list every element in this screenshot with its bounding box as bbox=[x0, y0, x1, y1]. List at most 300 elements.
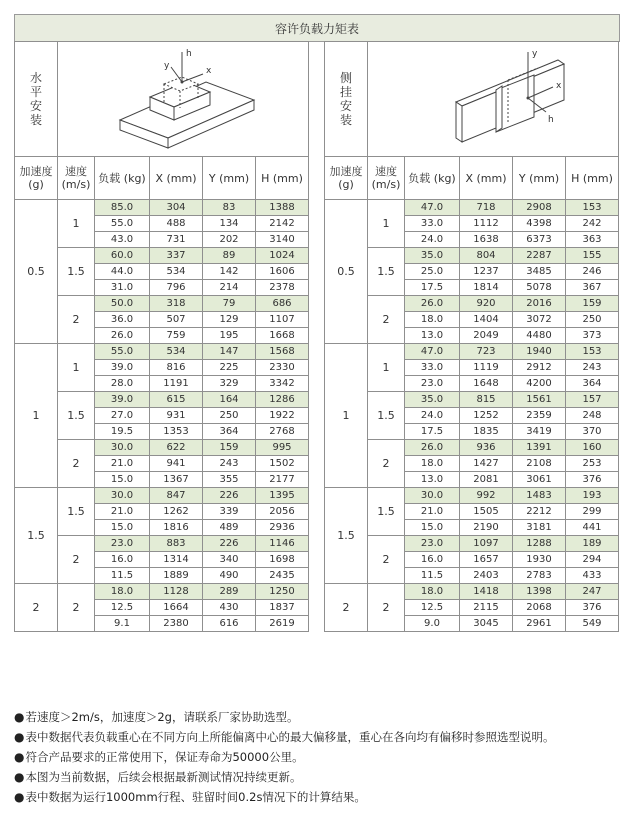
speed-cell: 2 bbox=[368, 296, 405, 344]
table-row bbox=[325, 248, 619, 264]
table-row bbox=[15, 392, 309, 408]
load-cell: 25.0 bbox=[405, 264, 460, 280]
horizontal-mount-panel bbox=[14, 41, 309, 632]
y-cell: 159 bbox=[203, 440, 256, 456]
load-cell: 26.0 bbox=[405, 440, 460, 456]
x-cell: 815 bbox=[460, 392, 513, 408]
note-text: 符合产品要求的正常使用下，保证寿命为50000公里。 bbox=[25, 750, 304, 764]
y-cell: 2912 bbox=[513, 360, 566, 376]
speed-cell: 2 bbox=[58, 440, 95, 488]
note-item bbox=[14, 747, 634, 767]
x-cell: 1119 bbox=[460, 360, 513, 376]
x-cell: 723 bbox=[460, 344, 513, 360]
y-cell: 489 bbox=[203, 520, 256, 536]
load-cell: 30.0 bbox=[405, 488, 460, 504]
load-cell: 55.0 bbox=[95, 216, 150, 232]
y-cell: 3485 bbox=[513, 264, 566, 280]
x-cell: 1638 bbox=[460, 232, 513, 248]
accel-cell: 1.5 bbox=[15, 488, 58, 584]
x-cell: 2190 bbox=[460, 520, 513, 536]
header-accel bbox=[325, 157, 368, 200]
notes-list bbox=[14, 707, 634, 807]
y-cell: 1483 bbox=[513, 488, 566, 504]
load-cell: 24.0 bbox=[405, 232, 460, 248]
x-cell: 1889 bbox=[150, 568, 203, 584]
header-speed bbox=[368, 157, 405, 200]
header-accel-text: (g) bbox=[28, 178, 44, 191]
header-y-text: Y (mm) bbox=[518, 171, 560, 185]
y-cell: 1398 bbox=[513, 584, 566, 600]
y-cell: 1561 bbox=[513, 392, 566, 408]
note-item bbox=[14, 727, 634, 747]
header-speed-text: 速度 bbox=[65, 165, 87, 178]
load-cell: 47.0 bbox=[405, 344, 460, 360]
h-cell: 1388 bbox=[256, 200, 309, 216]
mount-diagram-cell bbox=[58, 42, 309, 157]
speed-cell: 1.5 bbox=[368, 392, 405, 440]
mount-diagram-cell bbox=[368, 42, 619, 157]
y-cell: 214 bbox=[203, 280, 256, 296]
header-x-text: X (mm) bbox=[465, 171, 507, 185]
y-cell: 1391 bbox=[513, 440, 566, 456]
table-row bbox=[15, 440, 309, 456]
x-cell: 796 bbox=[150, 280, 203, 296]
load-cell: 21.0 bbox=[95, 504, 150, 520]
h-cell: 686 bbox=[256, 296, 309, 312]
y-cell: 3061 bbox=[513, 472, 566, 488]
speed-cell: 2 bbox=[58, 584, 95, 632]
x-cell: 2115 bbox=[460, 600, 513, 616]
load-cell: 30.0 bbox=[95, 440, 150, 456]
x-cell: 488 bbox=[150, 216, 203, 232]
table-row bbox=[325, 584, 619, 600]
y-cell: 243 bbox=[203, 456, 256, 472]
load-cell: 11.5 bbox=[405, 568, 460, 584]
load-cell: 33.0 bbox=[405, 216, 460, 232]
y-cell: 164 bbox=[203, 392, 256, 408]
bullet-icon: ● bbox=[14, 730, 25, 744]
load-cell: 15.0 bbox=[405, 520, 460, 536]
load-cell: 18.0 bbox=[95, 584, 150, 600]
y-cell: 3419 bbox=[513, 424, 566, 440]
load-cell: 18.0 bbox=[405, 584, 460, 600]
x-cell: 2380 bbox=[150, 616, 203, 632]
load-cell: 85.0 bbox=[95, 200, 150, 216]
note-item bbox=[14, 767, 634, 787]
h-cell: 1837 bbox=[256, 600, 309, 616]
header-y bbox=[513, 157, 566, 200]
h-cell: 2177 bbox=[256, 472, 309, 488]
accel-cell: 0.5 bbox=[15, 200, 58, 344]
y-cell: 4200 bbox=[513, 376, 566, 392]
load-cell: 15.0 bbox=[95, 472, 150, 488]
h-cell: 243 bbox=[566, 360, 619, 376]
h-cell: 2378 bbox=[256, 280, 309, 296]
h-cell: 1698 bbox=[256, 552, 309, 568]
h-cell: 248 bbox=[566, 408, 619, 424]
accel-cell: 2 bbox=[15, 584, 58, 632]
accel-cell: 1.5 bbox=[325, 488, 368, 584]
bullet-icon: ● bbox=[14, 750, 25, 764]
note-text: 表中数据为运行1000mm行程、驻留时间0.2s情况下的计算结果。 bbox=[25, 790, 366, 804]
header-load bbox=[405, 157, 460, 200]
header-speed-text: 速度 bbox=[375, 165, 397, 178]
h-cell: 376 bbox=[566, 600, 619, 616]
h-cell: 1922 bbox=[256, 408, 309, 424]
h-cell: 2330 bbox=[256, 360, 309, 376]
x-cell: 304 bbox=[150, 200, 203, 216]
y-cell: 355 bbox=[203, 472, 256, 488]
mount-label: 侧挂安装 bbox=[339, 71, 352, 127]
header-x bbox=[150, 157, 203, 200]
accel-cell: 2 bbox=[325, 584, 368, 632]
accel-cell: 1 bbox=[15, 344, 58, 488]
h-cell: 1668 bbox=[256, 328, 309, 344]
x-cell: 1191 bbox=[150, 376, 203, 392]
x-cell: 992 bbox=[460, 488, 513, 504]
table-row bbox=[325, 344, 619, 360]
x-cell: 1657 bbox=[460, 552, 513, 568]
header-load-text: 负载 (kg) bbox=[408, 171, 456, 185]
h-cell: 1250 bbox=[256, 584, 309, 600]
h-cell: 294 bbox=[566, 552, 619, 568]
header-speed-text: (m/s) bbox=[61, 178, 91, 191]
y-cell: 89 bbox=[203, 248, 256, 264]
x-cell: 3045 bbox=[460, 616, 513, 632]
x-cell: 1237 bbox=[460, 264, 513, 280]
load-cell: 50.0 bbox=[95, 296, 150, 312]
table-title: 容许负载力矩表 bbox=[14, 14, 620, 42]
y-cell: 226 bbox=[203, 536, 256, 552]
load-cell: 15.0 bbox=[95, 520, 150, 536]
mount-label-cell bbox=[15, 42, 58, 157]
load-cell: 55.0 bbox=[95, 344, 150, 360]
h-cell: 153 bbox=[566, 200, 619, 216]
x-cell: 1353 bbox=[150, 424, 203, 440]
load-cell: 39.0 bbox=[95, 360, 150, 376]
load-cell: 11.5 bbox=[95, 568, 150, 584]
load-cell: 24.0 bbox=[405, 408, 460, 424]
x-cell: 1816 bbox=[150, 520, 203, 536]
h-cell: 1286 bbox=[256, 392, 309, 408]
x-cell: 804 bbox=[460, 248, 513, 264]
table-row bbox=[15, 584, 309, 600]
h-cell: 1146 bbox=[256, 536, 309, 552]
x-cell: 318 bbox=[150, 296, 203, 312]
load-cell: 9.1 bbox=[95, 616, 150, 632]
x-cell: 1505 bbox=[460, 504, 513, 520]
x-cell: 731 bbox=[150, 232, 203, 248]
table-row bbox=[325, 392, 619, 408]
y-cell: 2908 bbox=[513, 200, 566, 216]
axis-y-label: y bbox=[164, 61, 170, 71]
note-text: 本图为当前数据，后续会根据最新测试情况持续更新。 bbox=[25, 770, 302, 784]
h-cell: 155 bbox=[566, 248, 619, 264]
load-cell: 12.5 bbox=[95, 600, 150, 616]
x-cell: 847 bbox=[150, 488, 203, 504]
load-cell: 13.0 bbox=[405, 472, 460, 488]
h-cell: 433 bbox=[566, 568, 619, 584]
bullet-icon: ● bbox=[14, 790, 25, 804]
x-cell: 534 bbox=[150, 344, 203, 360]
y-cell: 6373 bbox=[513, 232, 566, 248]
accel-cell: 0.5 bbox=[325, 200, 368, 344]
header-h-text: H (mm) bbox=[571, 171, 613, 185]
x-cell: 718 bbox=[460, 200, 513, 216]
speed-cell: 2 bbox=[58, 296, 95, 344]
h-cell: 246 bbox=[566, 264, 619, 280]
y-cell: 4398 bbox=[513, 216, 566, 232]
h-cell: 2056 bbox=[256, 504, 309, 520]
x-cell: 883 bbox=[150, 536, 203, 552]
speed-cell: 1 bbox=[368, 200, 405, 248]
h-cell: 3342 bbox=[256, 376, 309, 392]
x-cell: 337 bbox=[150, 248, 203, 264]
h-cell: 299 bbox=[566, 504, 619, 520]
h-cell: 1395 bbox=[256, 488, 309, 504]
speed-cell: 1.5 bbox=[58, 248, 95, 296]
y-cell: 3181 bbox=[513, 520, 566, 536]
load-cell: 21.0 bbox=[95, 456, 150, 472]
x-cell: 1418 bbox=[460, 584, 513, 600]
y-cell: 1940 bbox=[513, 344, 566, 360]
h-cell: 1107 bbox=[256, 312, 309, 328]
table-row bbox=[15, 200, 309, 216]
y-cell: 616 bbox=[203, 616, 256, 632]
speed-cell: 1.5 bbox=[368, 248, 405, 296]
table-row bbox=[325, 296, 619, 312]
x-cell: 507 bbox=[150, 312, 203, 328]
note-item bbox=[14, 707, 634, 727]
x-cell: 1128 bbox=[150, 584, 203, 600]
side-mount-diagram bbox=[368, 42, 618, 152]
load-cell: 60.0 bbox=[95, 248, 150, 264]
y-cell: 202 bbox=[203, 232, 256, 248]
load-cell: 31.0 bbox=[95, 280, 150, 296]
load-cell: 43.0 bbox=[95, 232, 150, 248]
axis-h-label: h bbox=[186, 49, 192, 59]
bullet-icon: ● bbox=[14, 710, 25, 724]
h-cell: 376 bbox=[566, 472, 619, 488]
y-cell: 340 bbox=[203, 552, 256, 568]
table-row bbox=[15, 488, 309, 504]
header-y-text: Y (mm) bbox=[208, 171, 250, 185]
load-cell: 44.0 bbox=[95, 264, 150, 280]
speed-cell: 2 bbox=[368, 440, 405, 488]
h-cell: 242 bbox=[566, 216, 619, 232]
speed-cell: 2 bbox=[58, 536, 95, 584]
y-cell: 129 bbox=[203, 312, 256, 328]
h-cell: 1568 bbox=[256, 344, 309, 360]
y-cell: 1930 bbox=[513, 552, 566, 568]
load-cell: 21.0 bbox=[405, 504, 460, 520]
table-row bbox=[15, 536, 309, 552]
y-cell: 2016 bbox=[513, 296, 566, 312]
axis-h-label: h bbox=[548, 115, 554, 125]
x-cell: 941 bbox=[150, 456, 203, 472]
h-cell: 363 bbox=[566, 232, 619, 248]
h-cell: 2619 bbox=[256, 616, 309, 632]
load-cell: 17.5 bbox=[405, 424, 460, 440]
h-cell: 1606 bbox=[256, 264, 309, 280]
y-cell: 2068 bbox=[513, 600, 566, 616]
h-cell: 2936 bbox=[256, 520, 309, 536]
x-cell: 816 bbox=[150, 360, 203, 376]
speed-cell: 2 bbox=[368, 536, 405, 584]
accel-cell: 1 bbox=[325, 344, 368, 488]
y-cell: 289 bbox=[203, 584, 256, 600]
speed-cell: 1 bbox=[58, 200, 95, 248]
x-cell: 2081 bbox=[460, 472, 513, 488]
header-accel-text: (g) bbox=[338, 178, 354, 191]
load-cell: 13.0 bbox=[405, 328, 460, 344]
load-cell: 16.0 bbox=[405, 552, 460, 568]
header-load-text: 负载 (kg) bbox=[98, 171, 146, 185]
x-cell: 1314 bbox=[150, 552, 203, 568]
y-cell: 134 bbox=[203, 216, 256, 232]
x-cell: 534 bbox=[150, 264, 203, 280]
table-row bbox=[325, 440, 619, 456]
load-cell: 35.0 bbox=[405, 248, 460, 264]
h-cell: 367 bbox=[566, 280, 619, 296]
h-cell: 549 bbox=[566, 616, 619, 632]
load-cell: 23.0 bbox=[405, 376, 460, 392]
load-cell: 26.0 bbox=[405, 296, 460, 312]
h-cell: 441 bbox=[566, 520, 619, 536]
table-row bbox=[325, 536, 619, 552]
x-cell: 936 bbox=[460, 440, 513, 456]
load-cell: 12.5 bbox=[405, 600, 460, 616]
load-cell: 9.0 bbox=[405, 616, 460, 632]
y-cell: 2212 bbox=[513, 504, 566, 520]
speed-cell: 1.5 bbox=[58, 392, 95, 440]
load-cell: 30.0 bbox=[95, 488, 150, 504]
load-cell: 16.0 bbox=[95, 552, 150, 568]
table-row bbox=[15, 296, 309, 312]
h-cell: 370 bbox=[566, 424, 619, 440]
load-cell: 36.0 bbox=[95, 312, 150, 328]
x-cell: 1252 bbox=[460, 408, 513, 424]
y-cell: 339 bbox=[203, 504, 256, 520]
h-cell: 2142 bbox=[256, 216, 309, 232]
load-cell: 47.0 bbox=[405, 200, 460, 216]
y-cell: 364 bbox=[203, 424, 256, 440]
y-cell: 2359 bbox=[513, 408, 566, 424]
h-cell: 247 bbox=[566, 584, 619, 600]
load-cell: 19.5 bbox=[95, 424, 150, 440]
header-h bbox=[566, 157, 619, 200]
h-cell: 995 bbox=[256, 440, 309, 456]
load-cell: 33.0 bbox=[405, 360, 460, 376]
load-cell: 23.0 bbox=[405, 536, 460, 552]
y-cell: 2108 bbox=[513, 456, 566, 472]
header-accel-text: 加速度 bbox=[329, 165, 363, 178]
x-cell: 1664 bbox=[150, 600, 203, 616]
h-cell: 364 bbox=[566, 376, 619, 392]
y-cell: 490 bbox=[203, 568, 256, 584]
y-cell: 2287 bbox=[513, 248, 566, 264]
h-cell: 159 bbox=[566, 296, 619, 312]
y-cell: 226 bbox=[203, 488, 256, 504]
speed-cell: 1.5 bbox=[368, 488, 405, 536]
header-h bbox=[256, 157, 309, 200]
h-cell: 373 bbox=[566, 328, 619, 344]
y-cell: 142 bbox=[203, 264, 256, 280]
header-accel bbox=[15, 157, 58, 200]
header-accel-text: 加速度 bbox=[19, 165, 53, 178]
load-cell: 23.0 bbox=[95, 536, 150, 552]
header-speed bbox=[58, 157, 95, 200]
y-cell: 250 bbox=[203, 408, 256, 424]
header-y bbox=[203, 157, 256, 200]
load-cell: 35.0 bbox=[405, 392, 460, 408]
y-cell: 83 bbox=[203, 200, 256, 216]
note-text: 若速度＞2m/s，加速度＞2g，请联系厂家协助选型。 bbox=[25, 710, 299, 724]
table-row bbox=[15, 344, 309, 360]
h-cell: 189 bbox=[566, 536, 619, 552]
bullet-icon: ● bbox=[14, 770, 25, 784]
x-cell: 931 bbox=[150, 408, 203, 424]
y-cell: 79 bbox=[203, 296, 256, 312]
axis-x-label: x bbox=[206, 66, 212, 76]
header-load bbox=[95, 157, 150, 200]
y-cell: 5078 bbox=[513, 280, 566, 296]
table-row bbox=[15, 248, 309, 264]
h-cell: 157 bbox=[566, 392, 619, 408]
side-mount-table bbox=[324, 41, 619, 632]
header-h-text: H (mm) bbox=[261, 171, 303, 185]
speed-cell: 1 bbox=[58, 344, 95, 392]
y-cell: 4480 bbox=[513, 328, 566, 344]
table-row bbox=[325, 200, 619, 216]
x-cell: 1404 bbox=[460, 312, 513, 328]
speed-cell: 2 bbox=[368, 584, 405, 632]
x-cell: 1835 bbox=[460, 424, 513, 440]
note-item bbox=[14, 787, 634, 807]
side-mount-panel bbox=[324, 41, 619, 632]
note-text: 表中数据代表负载重心在不同方向上所能偏离中心的最大偏移量，重心在各向均有偏移时参照选型说明。 bbox=[25, 730, 555, 744]
h-cell: 3140 bbox=[256, 232, 309, 248]
axis-x-label: x bbox=[556, 81, 562, 91]
h-cell: 253 bbox=[566, 456, 619, 472]
horizontal-mount-table bbox=[14, 41, 309, 632]
x-cell: 1648 bbox=[460, 376, 513, 392]
x-cell: 1814 bbox=[460, 280, 513, 296]
x-cell: 1112 bbox=[460, 216, 513, 232]
speed-cell: 1 bbox=[368, 344, 405, 392]
header-x-text: X (mm) bbox=[155, 171, 197, 185]
h-cell: 160 bbox=[566, 440, 619, 456]
y-cell: 430 bbox=[203, 600, 256, 616]
h-cell: 2435 bbox=[256, 568, 309, 584]
h-cell: 250 bbox=[566, 312, 619, 328]
load-cell: 18.0 bbox=[405, 456, 460, 472]
x-cell: 2403 bbox=[460, 568, 513, 584]
header-speed-text: (m/s) bbox=[371, 178, 401, 191]
y-cell: 2961 bbox=[513, 616, 566, 632]
mount-label: 水平安装 bbox=[29, 71, 42, 127]
h-cell: 1024 bbox=[256, 248, 309, 264]
load-cell: 17.5 bbox=[405, 280, 460, 296]
x-cell: 622 bbox=[150, 440, 203, 456]
h-cell: 193 bbox=[566, 488, 619, 504]
x-cell: 1262 bbox=[150, 504, 203, 520]
mount-label-cell bbox=[325, 42, 368, 157]
h-cell: 1502 bbox=[256, 456, 309, 472]
y-cell: 147 bbox=[203, 344, 256, 360]
y-cell: 1288 bbox=[513, 536, 566, 552]
y-cell: 195 bbox=[203, 328, 256, 344]
